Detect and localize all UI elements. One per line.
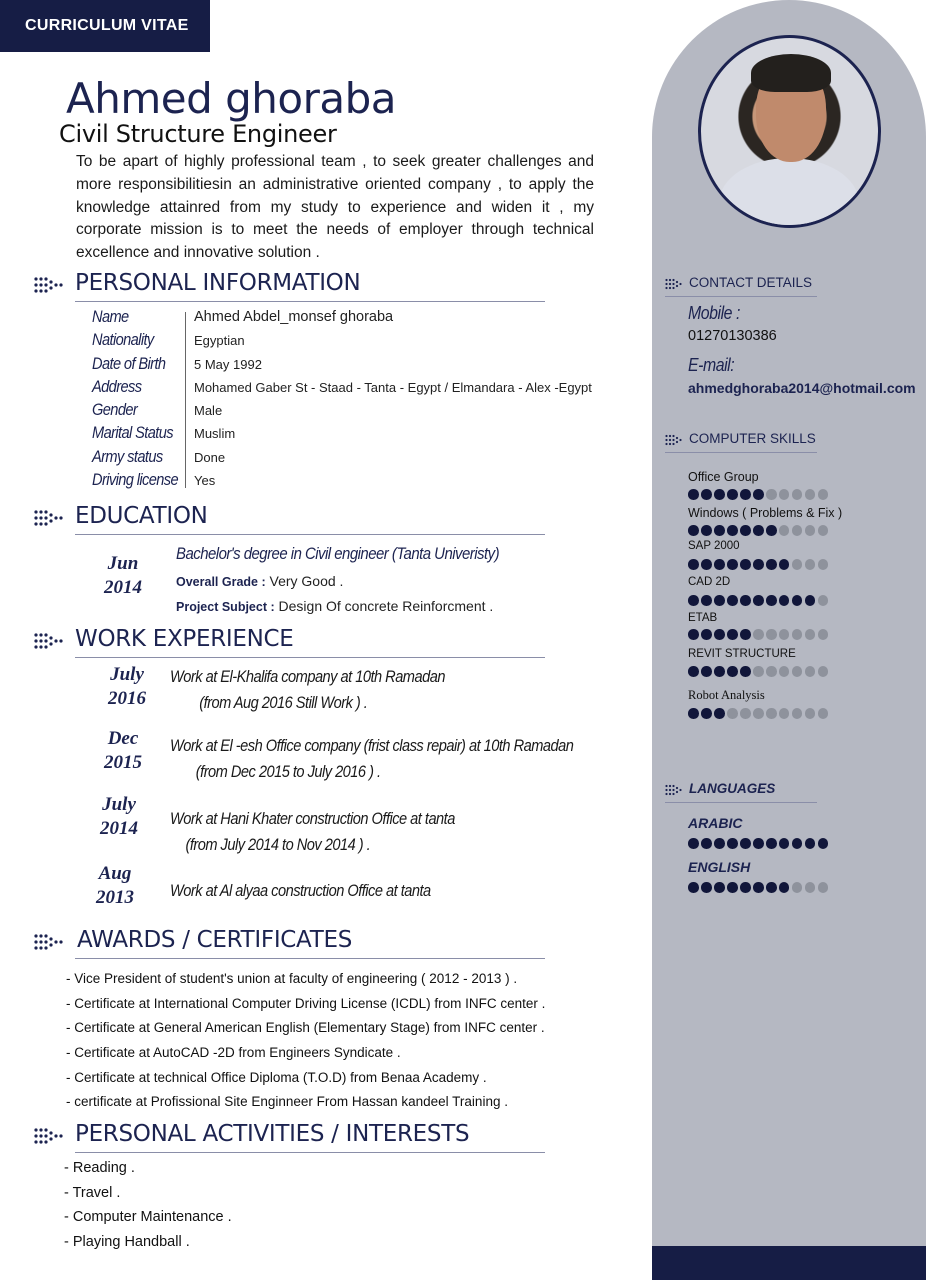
rating-dot-empty bbox=[805, 882, 816, 893]
date-year: 2015 bbox=[104, 752, 142, 773]
skill-rating bbox=[688, 525, 828, 536]
date-year: 2014 bbox=[104, 577, 142, 598]
rating-dot-filled bbox=[714, 595, 725, 606]
work-period: (from July 2014 to Nov 2014 ) . bbox=[185, 835, 371, 854]
rating-dot-filled bbox=[779, 559, 790, 570]
rating-dot-filled bbox=[727, 629, 738, 640]
email-value[interactable]: ahmedghoraba2014@hotmail.com bbox=[688, 380, 916, 396]
cv-tag: CURRICULUM VITAE bbox=[0, 0, 210, 52]
section-title: AWARDS / CERTIFICATES bbox=[77, 927, 352, 953]
skill-name: CAD 2D bbox=[688, 576, 731, 588]
info-label: Driving license bbox=[92, 470, 179, 490]
date-month: Aug bbox=[98, 863, 132, 884]
mobile-value[interactable]: 01270130386 bbox=[688, 328, 777, 344]
info-label: Army status bbox=[92, 446, 163, 466]
sidebar-heading-text: COMPUTER SKILLS bbox=[689, 431, 816, 446]
info-value: 5 May 1992 bbox=[194, 356, 262, 372]
rating-dot-filled bbox=[766, 559, 777, 570]
work-date bbox=[96, 663, 158, 711]
rating-dot-filled bbox=[688, 838, 699, 849]
rating-dot-filled bbox=[753, 489, 764, 500]
divider bbox=[75, 657, 545, 658]
date-month: Dec bbox=[107, 728, 139, 749]
skill-name: SAP 2000 bbox=[688, 540, 740, 552]
photo-hair bbox=[751, 54, 831, 92]
rating-dot-filled bbox=[701, 489, 712, 500]
divider bbox=[75, 958, 545, 959]
skill-rating bbox=[688, 559, 828, 570]
rating-dot-filled bbox=[805, 838, 816, 849]
language-rating bbox=[688, 882, 828, 893]
award-item: - Certificate at technical Office Diploma (T.O.D) from Benaa Academy . bbox=[66, 1069, 487, 1085]
interest-item: - Travel . bbox=[64, 1184, 121, 1201]
section-education bbox=[34, 501, 546, 535]
dots-icon bbox=[665, 434, 683, 446]
section-personal bbox=[34, 268, 546, 302]
rating-dot-empty bbox=[753, 708, 764, 719]
divider bbox=[185, 312, 186, 488]
rating-dot-filled bbox=[714, 708, 725, 719]
divider bbox=[665, 452, 817, 453]
rating-dot-filled bbox=[818, 838, 829, 849]
rating-dot-empty bbox=[805, 708, 816, 719]
info-value: Mohamed Gaber St - Staad - Tanta - Egypt / Elmandara - Alex -Egypt bbox=[194, 379, 592, 395]
info-value: Egyptian bbox=[194, 333, 245, 349]
rating-dot-filled bbox=[753, 882, 764, 893]
rating-dot-empty bbox=[792, 666, 803, 677]
work-entry bbox=[170, 806, 455, 858]
award-item: - Certificate at International Computer Driving License (ICDL) from INFC center . bbox=[66, 995, 546, 1011]
rating-dot-filled bbox=[792, 838, 803, 849]
dots-icon bbox=[665, 784, 683, 796]
rating-dot-empty bbox=[818, 525, 829, 536]
rating-dot-filled bbox=[805, 595, 816, 606]
photo-shirt bbox=[719, 158, 859, 228]
work-line: Work at Hani Khater construction Office at tanta bbox=[170, 809, 455, 828]
rating-dot-filled bbox=[688, 629, 699, 640]
rating-dot-empty bbox=[792, 525, 803, 536]
rating-dot-empty bbox=[792, 629, 803, 640]
footer-bar bbox=[652, 1246, 926, 1280]
rating-dot-filled bbox=[701, 666, 712, 677]
rating-dot-filled bbox=[740, 525, 751, 536]
section-work bbox=[34, 624, 546, 658]
work-date bbox=[92, 727, 154, 775]
work-line: Work at El -esh Office company (frist class repair) at 10th Ramadan bbox=[170, 736, 574, 755]
language-rating bbox=[688, 838, 828, 849]
dots-icon bbox=[34, 276, 64, 294]
rating-dot-filled bbox=[753, 559, 764, 570]
rating-dot-filled bbox=[727, 595, 738, 606]
rating-dot-filled bbox=[740, 838, 751, 849]
date-year: 2016 bbox=[108, 688, 146, 709]
rating-dot-filled bbox=[727, 666, 738, 677]
rating-dot-empty bbox=[779, 525, 790, 536]
work-entry bbox=[170, 733, 573, 785]
rating-dot-empty bbox=[818, 882, 829, 893]
sidebar-heading-skills bbox=[665, 431, 817, 451]
info-value: Muslim bbox=[194, 426, 236, 442]
dots-icon bbox=[34, 632, 64, 650]
rating-dot-filled bbox=[727, 882, 738, 893]
award-item: - certificate at Profissional Site Enginneer From Hassan kandeel Training . bbox=[66, 1094, 508, 1110]
rating-dot-filled bbox=[701, 838, 712, 849]
section-title: EDUCATION bbox=[75, 503, 208, 529]
rating-dot-filled bbox=[727, 489, 738, 500]
skill-name: REVIT STRUCTURE bbox=[688, 648, 796, 660]
rating-dot-filled bbox=[714, 525, 725, 536]
interest-item: - Reading . bbox=[64, 1160, 135, 1176]
rating-dot-empty bbox=[766, 629, 777, 640]
rating-dot-filled bbox=[740, 666, 751, 677]
rating-dot-empty bbox=[753, 629, 764, 640]
section-title: PERSONAL INFORMATION bbox=[75, 270, 361, 296]
info-value: Yes bbox=[194, 473, 216, 489]
info-label: Nationality bbox=[92, 330, 154, 350]
work-line: Work at Al alyaa construction Office at tanta bbox=[170, 881, 431, 900]
sidebar-heading-text: CONTACT DETAILS bbox=[689, 275, 813, 290]
rating-dot-filled bbox=[688, 525, 699, 536]
rating-dot-filled bbox=[701, 525, 712, 536]
skill-rating bbox=[688, 489, 828, 500]
rating-dot-empty bbox=[818, 489, 829, 500]
rating-dot-filled bbox=[766, 525, 777, 536]
dots-icon bbox=[34, 933, 64, 951]
rating-dot-empty bbox=[753, 666, 764, 677]
awards-list bbox=[66, 971, 545, 1119]
rating-dot-filled bbox=[701, 708, 712, 719]
sidebar-heading-contact bbox=[665, 275, 817, 295]
rating-dot-filled bbox=[714, 629, 725, 640]
info-value: Done bbox=[194, 449, 226, 465]
date-month: July bbox=[102, 794, 136, 815]
rating-dot-empty bbox=[727, 708, 738, 719]
rating-dot-empty bbox=[805, 559, 816, 570]
section-activities bbox=[34, 1119, 546, 1153]
rating-dot-filled bbox=[766, 838, 777, 849]
rating-dot-filled bbox=[714, 882, 725, 893]
profile-photo bbox=[698, 35, 881, 228]
divider bbox=[665, 802, 817, 803]
rating-dot-empty bbox=[818, 708, 829, 719]
sidebar-heading-text: LANGUAGES bbox=[689, 781, 776, 796]
rating-dot-empty bbox=[766, 666, 777, 677]
dots-icon bbox=[34, 1127, 64, 1145]
rating-dot-filled bbox=[766, 882, 777, 893]
divider bbox=[75, 301, 545, 302]
project-value: Design Of concrete Reinforcment . bbox=[274, 598, 494, 614]
person-name: Ahmed ghoraba bbox=[66, 74, 396, 123]
education-grade bbox=[176, 573, 343, 589]
job-title: Civil Structure Engineer bbox=[59, 120, 337, 148]
info-label: Name bbox=[92, 307, 129, 326]
rating-dot-empty bbox=[779, 666, 790, 677]
rating-dot-filled bbox=[753, 595, 764, 606]
info-value: Male bbox=[194, 403, 223, 419]
work-date bbox=[88, 793, 150, 841]
rating-dot-filled bbox=[766, 595, 777, 606]
rating-dot-filled bbox=[740, 595, 751, 606]
rating-dot-empty bbox=[779, 708, 790, 719]
mobile-label: Mobile : bbox=[688, 303, 740, 323]
rating-dot-empty bbox=[792, 559, 803, 570]
rating-dot-filled bbox=[714, 666, 725, 677]
rating-dot-filled bbox=[714, 559, 725, 570]
skill-name: Robot Analysis bbox=[688, 688, 765, 702]
rating-dot-empty bbox=[779, 629, 790, 640]
objective-text: To be apart of highly professional team , to seek greater challenges and more responsibilitiesin an administrative oriented company , to apply the knowledge attainred from my study to experience and widen it , my corporate mission is to meet the needs of employer through technical excellence and innovative solution . bbox=[76, 153, 594, 262]
rating-dot-filled bbox=[701, 882, 712, 893]
date-year: 2014 bbox=[100, 818, 138, 839]
rating-dot-empty bbox=[792, 489, 803, 500]
work-period: (from Dec 2015 to July 2016 ) . bbox=[195, 762, 381, 781]
rating-dot-filled bbox=[727, 525, 738, 536]
dots-icon bbox=[34, 509, 64, 527]
rating-dot-filled bbox=[701, 629, 712, 640]
rating-dot-filled bbox=[688, 666, 699, 677]
rating-dot-filled bbox=[740, 629, 751, 640]
rating-dot-filled bbox=[740, 559, 751, 570]
rating-dot-filled bbox=[701, 595, 712, 606]
skill-rating bbox=[688, 629, 828, 640]
skill-name: Office Group bbox=[688, 470, 759, 484]
skill-rating bbox=[688, 595, 828, 606]
rating-dot-filled bbox=[688, 708, 699, 719]
rating-dot-empty bbox=[805, 525, 816, 536]
divider bbox=[75, 534, 545, 535]
sidebar-heading-languages bbox=[665, 781, 817, 801]
rating-dot-filled bbox=[753, 838, 764, 849]
skill-rating bbox=[688, 708, 828, 719]
rating-dot-filled bbox=[727, 559, 738, 570]
email-label: E-mail: bbox=[688, 355, 735, 375]
project-label: Project Subject : bbox=[176, 600, 275, 614]
rating-dot-filled bbox=[740, 489, 751, 500]
skill-rating bbox=[688, 666, 828, 677]
dots-icon bbox=[665, 278, 683, 290]
rating-dot-filled bbox=[779, 882, 790, 893]
rating-dot-filled bbox=[779, 595, 790, 606]
info-label: Address bbox=[92, 376, 142, 396]
section-awards bbox=[34, 925, 546, 959]
language-name: ARABIC bbox=[688, 815, 743, 831]
work-entry bbox=[170, 878, 431, 904]
award-item: - Certificate at General American English (Elementary Stage) from INFC center . bbox=[66, 1020, 545, 1036]
date-year: 2013 bbox=[96, 887, 134, 908]
rating-dot-empty bbox=[792, 882, 803, 893]
rating-dot-empty bbox=[805, 629, 816, 640]
divider bbox=[75, 1152, 545, 1153]
language-name: ENGLISH bbox=[688, 859, 751, 875]
rating-dot-empty bbox=[805, 489, 816, 500]
award-item: - Certificate at AutoCAD -2D from Engineers Syndicate . bbox=[66, 1045, 401, 1061]
rating-dot-filled bbox=[714, 489, 725, 500]
education-degree: Bachelor's degree in Civil engineer (Tanta Univeristy) bbox=[176, 544, 500, 563]
rating-dot-empty bbox=[818, 629, 829, 640]
info-value: Ahmed Abdel_monsef ghoraba bbox=[194, 309, 394, 325]
rating-dot-empty bbox=[818, 666, 829, 677]
rating-dot-filled bbox=[779, 838, 790, 849]
work-line: Work at El-Khalifa company at 10th Ramadan bbox=[170, 667, 445, 686]
info-label: Gender bbox=[92, 400, 138, 420]
date-month: Jun bbox=[107, 553, 139, 574]
rating-dot-filled bbox=[688, 595, 699, 606]
grade-value: Very Good . bbox=[265, 573, 344, 589]
education-project bbox=[176, 598, 493, 614]
rating-dot-filled bbox=[792, 595, 803, 606]
rating-dot-empty bbox=[766, 489, 777, 500]
interest-item: - Computer Maintenance . bbox=[64, 1209, 232, 1226]
info-label: Date of Birth bbox=[92, 353, 166, 373]
date-month: July bbox=[110, 664, 144, 685]
rating-dot-empty bbox=[792, 708, 803, 719]
rating-dot-filled bbox=[753, 525, 764, 536]
education-date bbox=[92, 552, 154, 600]
rating-dot-empty bbox=[779, 489, 790, 500]
rating-dot-filled bbox=[688, 882, 699, 893]
rating-dot-empty bbox=[818, 559, 829, 570]
skill-name: Windows ( Problems & Fix ) bbox=[688, 506, 843, 520]
rating-dot-filled bbox=[727, 838, 738, 849]
work-entry bbox=[170, 664, 445, 716]
award-item: - Vice President of student's union at faculty of engineering ( 2012 - 2013 ) . bbox=[66, 971, 518, 986]
info-label: Marital Status bbox=[92, 423, 173, 443]
skill-name: ETAB bbox=[688, 612, 718, 624]
rating-dot-filled bbox=[714, 838, 725, 849]
work-date bbox=[84, 862, 146, 910]
rating-dot-empty bbox=[766, 708, 777, 719]
rating-dot-filled bbox=[688, 489, 699, 500]
interest-item: - Playing Handball . bbox=[64, 1234, 190, 1251]
work-period: (from Aug 2016 Still Work ) . bbox=[199, 693, 368, 712]
section-title: WORK EXPERIENCE bbox=[75, 626, 294, 652]
divider bbox=[665, 296, 817, 297]
grade-label: Overall Grade : bbox=[176, 575, 266, 589]
rating-dot-filled bbox=[688, 559, 699, 570]
rating-dot-filled bbox=[701, 559, 712, 570]
interests-list bbox=[64, 1160, 232, 1259]
section-title: PERSONAL ACTIVITIES / INTERESTS bbox=[75, 1121, 470, 1147]
rating-dot-filled bbox=[740, 882, 751, 893]
rating-dot-empty bbox=[805, 666, 816, 677]
rating-dot-empty bbox=[740, 708, 751, 719]
rating-dot-empty bbox=[818, 595, 829, 606]
